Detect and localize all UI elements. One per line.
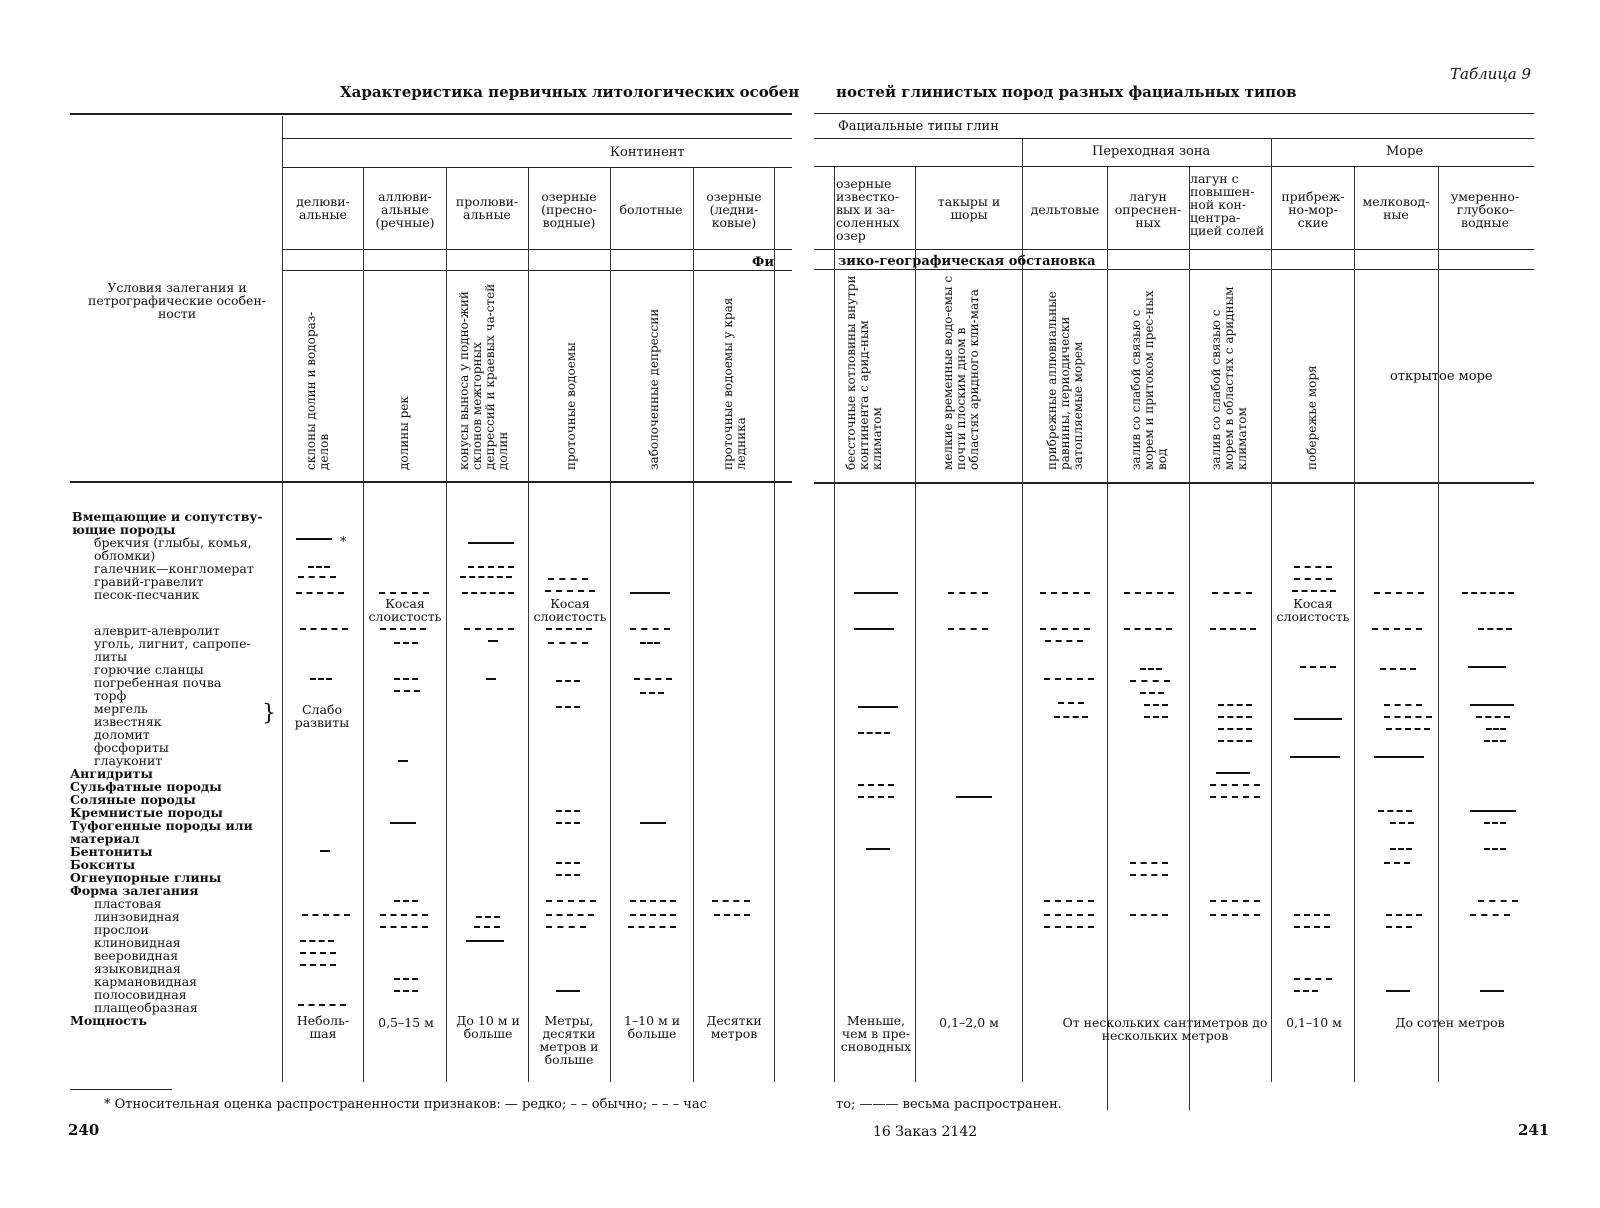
row-label: Мощность	[70, 1013, 148, 1028]
setting-label: побережье моря	[1305, 365, 1319, 470]
distribution-mark	[546, 926, 586, 928]
row-label: пластовая	[94, 896, 162, 911]
distribution-mark	[1378, 810, 1412, 812]
column-name: такыры и шоры	[937, 194, 1001, 222]
distribution-mark	[858, 796, 894, 798]
distribution-mark	[1486, 728, 1506, 730]
row-label: прослои	[94, 922, 149, 937]
col-line	[610, 167, 611, 1082]
distribution-mark	[302, 914, 350, 916]
distribution-mark	[948, 592, 988, 594]
col-line	[446, 167, 447, 1082]
row-label: плащеобразная	[94, 1000, 198, 1015]
distribution-mark	[1294, 718, 1342, 720]
distribution-mark	[556, 810, 580, 812]
distribution-mark	[1372, 628, 1422, 630]
column-name: болотные	[619, 202, 683, 217]
setting-label: проточные водоемы у края ледника	[721, 297, 748, 470]
print-mark: 16 Заказ 2142	[873, 1124, 978, 1140]
distribution-mark	[1294, 566, 1332, 568]
row-header: Условия залегания и петрографические особен-ности	[88, 280, 266, 321]
distribution-mark	[298, 1004, 346, 1006]
distribution-mark	[1218, 716, 1252, 718]
distribution-mark	[1470, 914, 1510, 916]
thickness-cell: До 10 м и больше	[456, 1013, 520, 1041]
distribution-mark	[1210, 796, 1260, 798]
distribution-mark	[1484, 822, 1506, 824]
distribution-mark	[394, 690, 420, 692]
distribution-mark	[714, 914, 750, 916]
rule-geo-left	[282, 249, 792, 250]
distribution-mark	[380, 628, 426, 630]
distribution-mark	[1144, 716, 1168, 718]
thickness-cell: Неболь-шая	[296, 1013, 350, 1041]
distribution-mark	[858, 732, 890, 734]
thickness-cell: Десятки метров	[706, 1013, 762, 1041]
distribution-mark	[1476, 716, 1510, 718]
col-line	[282, 116, 283, 1082]
col-line	[693, 167, 694, 1082]
distribution-mark	[1218, 740, 1252, 742]
kosaya-cell: Косая слоистость	[368, 596, 442, 624]
distribution-mark	[1462, 592, 1514, 594]
distribution-mark	[546, 914, 594, 916]
row-label: алеврит-алевролит	[94, 623, 220, 638]
distribution-mark	[1380, 668, 1416, 670]
col-line	[528, 167, 529, 1082]
thickness-cell: От нескольких сантиметров до нескольких метров	[1062, 1015, 1268, 1043]
row-label: Ангидриты	[70, 766, 153, 781]
distribution-mark	[858, 706, 898, 708]
title-right: ностей глинистых пород разных фациальных типов	[836, 83, 1297, 101]
distribution-mark	[1390, 848, 1412, 850]
row-label: гравий-гравелит	[94, 574, 204, 589]
distribution-mark	[854, 628, 894, 630]
distribution-mark	[1130, 680, 1170, 682]
column-name: прибреж-но-мор-ские	[1281, 189, 1345, 230]
distribution-mark	[556, 680, 580, 682]
setting-label: залив со слабой связью с морем и притоком прес-ных вод	[1129, 290, 1169, 470]
row-label: клиновидная	[94, 935, 181, 950]
distribution-mark	[1294, 990, 1318, 992]
thickness-cell: 1–10 м и больше	[623, 1013, 681, 1041]
distribution-mark	[556, 706, 580, 708]
distribution-mark	[546, 900, 596, 902]
setting-label: склоны долин и водораз-делов	[304, 311, 331, 470]
open-sea-label: открытое море	[1390, 369, 1493, 384]
distribution-mark	[630, 628, 670, 630]
row-label: торф	[94, 688, 127, 703]
thickness-cell: 0,1–10 м	[1286, 1015, 1342, 1030]
distribution-mark	[300, 940, 334, 942]
rule-groups-right	[814, 166, 1534, 167]
row-label: Бентониты	[70, 844, 153, 859]
setting-label: бессточные котловины внутри континента с арид-ным климатом	[844, 275, 884, 470]
distribution-mark	[474, 926, 500, 928]
continent-label: Континент	[610, 145, 685, 160]
distribution-mark	[1210, 914, 1260, 916]
geo-label-right: зико-географическая обстановка	[838, 254, 1096, 269]
row-label: брекчия (глыбы, комья, обломки)	[94, 535, 252, 563]
sea-label: Море	[1386, 144, 1424, 159]
row-label: галечник—конгломерат	[94, 561, 254, 576]
col-line	[363, 167, 364, 1082]
rule-geo2-right	[814, 269, 1534, 270]
distribution-mark	[379, 592, 429, 594]
distribution-mark	[1384, 862, 1410, 864]
distribution-mark	[1124, 628, 1172, 630]
row-label: языковидная	[94, 961, 181, 976]
row-label: карманoвидная	[94, 974, 198, 989]
rule-groups-left	[282, 167, 792, 168]
distribution-mark	[1484, 740, 1506, 742]
distribution-mark	[1044, 914, 1094, 916]
kosaya-cell: Косая слоистость	[1276, 596, 1350, 624]
distribution-mark	[628, 926, 676, 928]
distribution-mark	[320, 850, 330, 852]
column-name: делюви-альные	[296, 194, 350, 222]
column-name: мелковод-ные	[1362, 194, 1430, 222]
header-bottom-right	[814, 482, 1534, 484]
distribution-mark	[556, 990, 580, 992]
distribution-mark	[1044, 900, 1094, 902]
row-label: линзовидная	[94, 909, 180, 924]
distribution-mark	[1384, 704, 1422, 706]
distribution-mark	[556, 862, 580, 864]
distribution-mark	[394, 900, 418, 902]
distribution-mark	[1480, 990, 1504, 992]
distribution-mark	[394, 678, 418, 680]
distribution-mark	[1140, 668, 1162, 670]
distribution-mark	[1294, 926, 1330, 928]
col-line	[1107, 166, 1108, 1110]
distribution-mark	[712, 900, 750, 902]
thickness-cell: Метры, десятки метров и больше	[539, 1013, 599, 1067]
distribution-mark	[1478, 900, 1518, 902]
setting-label: мелкие временные водо-емы с почти плоским дном в областях аридного кли-мата	[941, 275, 981, 470]
row-label: песок-песчаник	[94, 587, 200, 602]
row-label: Сульфатные породы	[70, 779, 222, 794]
distribution-mark	[476, 916, 500, 918]
thickness-cell: Меньше, чем в пре-сноводных	[840, 1013, 912, 1054]
distribution-mark	[1130, 874, 1168, 876]
distribution-mark	[380, 926, 428, 928]
col-line	[1354, 166, 1355, 1082]
distribution-mark	[488, 640, 498, 642]
distribution-mark	[1210, 784, 1260, 786]
distribution-mark	[1144, 704, 1168, 706]
distribution-mark	[854, 592, 898, 594]
row-label: уголь, лигнит, сапропе-литы	[94, 636, 251, 664]
distribution-mark	[464, 628, 514, 630]
distribution-mark	[1290, 756, 1340, 758]
distribution-mark	[394, 990, 418, 992]
row-label: Вмещающие и сопутству-ющие породы	[72, 509, 263, 537]
title-left: Характеристика первичных литологических особен	[340, 83, 800, 101]
row-label: Огнеупорные глины	[70, 870, 222, 885]
distribution-mark	[640, 822, 666, 824]
distribution-mark	[1374, 592, 1424, 594]
thickness-cell: До сотен метров	[1395, 1015, 1505, 1030]
distribution-mark	[1294, 914, 1330, 916]
row-label: полосовидная	[94, 987, 187, 1002]
rule-geo2-left	[282, 270, 792, 271]
distribution-mark	[548, 578, 588, 580]
setting-label: заболоченные депрессии	[647, 308, 661, 470]
distribution-mark	[1040, 592, 1090, 594]
distribution-mark	[956, 796, 992, 798]
top-rule-right	[814, 113, 1534, 114]
thickness-cell: 0,5–15 м	[378, 1015, 434, 1030]
distribution-mark	[1218, 704, 1252, 706]
table-label: Таблица 9	[1450, 65, 1532, 83]
distribution-mark	[1210, 900, 1260, 902]
kosaya-cell: Косая слоистость	[533, 596, 607, 624]
distribution-mark	[486, 678, 496, 680]
top-rule-left	[70, 113, 792, 115]
setting-label: конусы выноса у подно-жий склонов межгорных депрессий и краевых ча-стей долин	[457, 283, 510, 470]
geo-label-left: Фи	[752, 255, 774, 270]
rule-facial-left	[282, 138, 792, 139]
transition-label: Переходная зона	[1092, 144, 1211, 159]
distribution-mark	[468, 542, 514, 544]
footnote-rule	[70, 1089, 172, 1090]
page-number-left: 240	[68, 1121, 100, 1139]
column-name: озерные известко-вых и за-соленных озер	[836, 176, 900, 243]
column-name: лагун с повышен-ной кон-центра-цией солей	[1190, 171, 1265, 238]
distribution-mark	[296, 592, 344, 594]
distribution-mark	[866, 848, 890, 850]
distribution-mark	[1390, 822, 1414, 824]
thickness-cell: 0,1–2,0 м	[939, 1015, 999, 1030]
distribution-mark	[394, 642, 418, 644]
distribution-mark	[1040, 628, 1090, 630]
distribution-mark	[1300, 666, 1336, 668]
col-line	[1189, 166, 1190, 1110]
distribution-mark	[1218, 728, 1252, 730]
distribution-mark	[296, 538, 332, 540]
row-label: погребенная почва	[94, 675, 222, 690]
distribution-mark	[390, 822, 416, 824]
rule-geo-right	[814, 249, 1534, 250]
distribution-mark	[1384, 716, 1432, 718]
column-name: озерные (ледни-ковые)	[706, 189, 762, 230]
distribution-mark	[1054, 716, 1088, 718]
col-line	[1022, 138, 1023, 1082]
distribution-mark	[1130, 862, 1168, 864]
col-line	[915, 166, 916, 1082]
distribution-mark	[398, 760, 408, 762]
distribution-mark	[1210, 628, 1256, 630]
row-label: глауконит	[94, 753, 163, 768]
row-label: Туфогенные породы или материал	[70, 818, 253, 846]
distribution-mark	[1470, 704, 1514, 706]
distribution-mark	[1386, 914, 1422, 916]
distribution-mark	[548, 642, 588, 644]
col-line	[834, 166, 835, 1082]
distribution-mark	[310, 678, 332, 680]
distribution-mark	[466, 940, 504, 942]
footnote-left: * Относительная оценка распространенности признаков: — редко; – – обычно; – – – час	[104, 1097, 707, 1112]
slabo-cell: Слабо развиты	[294, 702, 350, 730]
distribution-mark	[462, 592, 514, 594]
distribution-mark	[308, 566, 330, 568]
distribution-mark	[394, 978, 418, 980]
distribution-mark	[1294, 578, 1332, 580]
row-label: Бокситы	[70, 857, 136, 872]
row-label: известняк	[94, 714, 162, 729]
header-bottom-left	[70, 481, 792, 483]
distribution-mark	[1045, 640, 1083, 642]
footnote-right: то; ——— весьма распространен.	[836, 1097, 1062, 1112]
distribution-mark	[300, 964, 336, 966]
distribution-mark	[1478, 628, 1512, 630]
distribution-mark	[1294, 978, 1332, 980]
distribution-mark	[640, 692, 664, 694]
setting-label: проточные водоемы	[564, 342, 578, 470]
column-name: дельтовые	[1030, 202, 1100, 217]
page-number-right: 241	[1518, 1121, 1550, 1139]
distribution-mark	[300, 952, 336, 954]
distribution-mark	[640, 642, 660, 644]
row-label: Кремнистые породы	[70, 805, 223, 820]
distribution-mark	[546, 628, 592, 630]
column-name: лагун опреснен-ных	[1114, 189, 1182, 230]
column-name: пролюви-альные	[455, 194, 519, 222]
distribution-mark	[1044, 926, 1094, 928]
distribution-mark	[630, 592, 670, 594]
facial-types-label: Фациальные типы глин	[838, 119, 999, 134]
distribution-mark	[1044, 678, 1094, 680]
distribution-mark	[380, 914, 428, 916]
distribution-mark	[1386, 728, 1430, 730]
distribution-mark	[1484, 848, 1506, 850]
distribution-mark	[1386, 990, 1410, 992]
distribution-mark	[1374, 756, 1424, 758]
column-name: аллюви-альные (речные)	[375, 189, 435, 230]
row-label: мергель	[94, 701, 148, 716]
distribution-mark	[1470, 810, 1516, 812]
distribution-mark	[1212, 592, 1252, 594]
col-line	[774, 167, 775, 1082]
distribution-mark	[630, 900, 676, 902]
distribution-mark	[1058, 702, 1084, 704]
distribution-mark	[858, 784, 894, 786]
distribution-mark	[634, 678, 672, 680]
setting-label: долины рек	[397, 396, 411, 470]
distribution-mark	[556, 822, 580, 824]
distribution-mark	[460, 576, 512, 578]
column-name: озерные (пресно-водные)	[541, 189, 597, 230]
brace: }	[262, 701, 276, 726]
distribution-mark	[1386, 926, 1412, 928]
row-label: горючие сланцы	[94, 662, 204, 677]
distribution-mark	[1468, 666, 1506, 668]
distribution-mark	[948, 628, 988, 630]
column-name: умеренно-глубоко-водные	[1450, 189, 1520, 230]
distribution-mark	[630, 914, 676, 916]
distribution-mark	[1130, 914, 1168, 916]
distribution-mark	[545, 590, 595, 592]
distribution-mark	[298, 576, 336, 578]
setting-label: прибрежные аллювиальные равнины, периодически затопляемые морем	[1045, 291, 1085, 470]
distribution-mark	[1292, 590, 1336, 592]
row-label: доломит	[94, 727, 150, 742]
row-label: Форма залегания	[70, 883, 199, 898]
row-label: фосфориты	[94, 740, 169, 755]
distribution-mark	[300, 628, 348, 630]
row-label: вееровидная	[94, 948, 179, 963]
distribution-mark	[1124, 592, 1174, 594]
distribution-mark	[468, 566, 514, 568]
col-line	[1438, 166, 1439, 1082]
rule-facial-right	[814, 138, 1534, 139]
distribution-mark	[1216, 772, 1250, 774]
distribution-mark	[1140, 692, 1164, 694]
star-mark: *	[340, 535, 347, 550]
distribution-mark	[556, 874, 580, 876]
setting-label: залив со слабой связью с морем в областях с аридным климатом	[1209, 286, 1249, 470]
row-label: Соляные породы	[70, 792, 196, 807]
